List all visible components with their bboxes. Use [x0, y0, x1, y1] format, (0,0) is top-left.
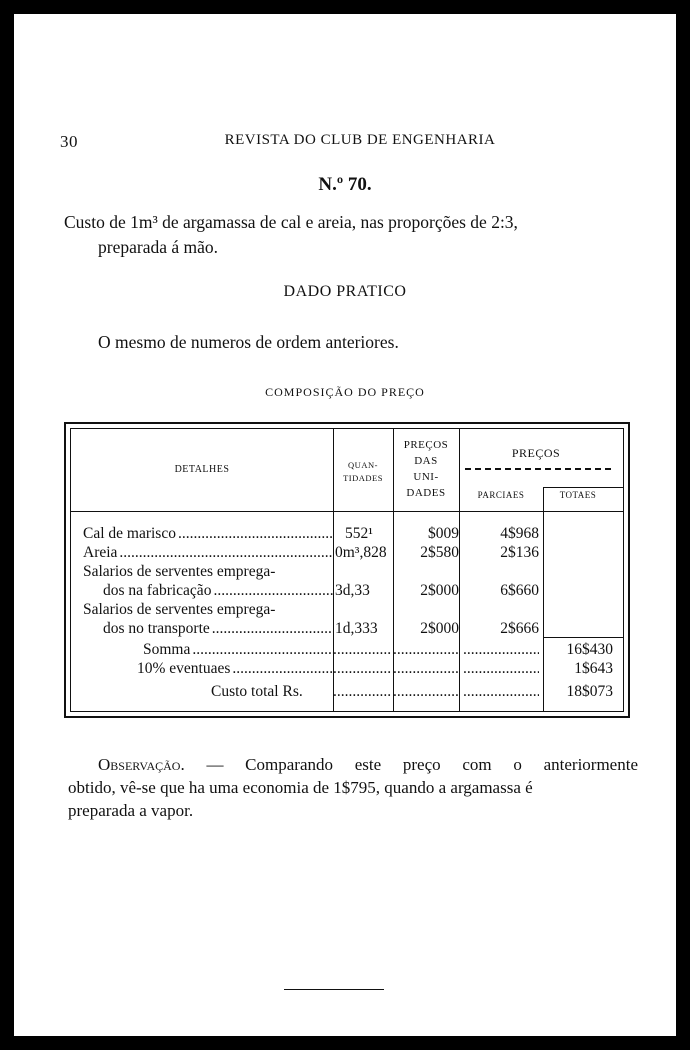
- running-title: REVISTA DO CLUB DE ENGENHARIA: [224, 132, 496, 148]
- table-row: [71, 582, 623, 602]
- row-parcial: 6$660: [500, 582, 539, 599]
- item-number: N.º 70.: [318, 174, 372, 195]
- row-unit-price: 2$000: [420, 620, 459, 637]
- page-header: [60, 132, 640, 152]
- header-precos-unidades: [393, 437, 459, 501]
- totaes-top-rule: [543, 487, 623, 488]
- row-unit-price: 2$580: [420, 544, 459, 561]
- row-qty-dots: [333, 641, 391, 659]
- row-qty-dots: [333, 660, 391, 678]
- book-page: [14, 14, 676, 1036]
- footer-rule: [284, 989, 384, 990]
- table-row: [71, 544, 623, 564]
- header-pu-l4: DADES: [406, 487, 446, 499]
- table-row: [71, 525, 623, 545]
- header-detalhes: DETALHES: [174, 464, 230, 475]
- row-desc: [143, 641, 333, 659]
- row-desc: [83, 525, 333, 543]
- section-title: DADO PRATICO: [283, 283, 407, 300]
- intro-line-2: preparada á mão.: [98, 237, 218, 257]
- header-parciaes: PARCIAES: [477, 490, 525, 500]
- row-desc-text: 10% eventuaes: [137, 660, 231, 677]
- row-qty: 0m³,828: [335, 544, 387, 561]
- reference-sentence: O mesmo de numeros de ordem anteriores.: [98, 332, 399, 352]
- row-qty: 1d,333: [335, 620, 378, 637]
- row-desc: [103, 582, 333, 600]
- precos-underline: [465, 468, 611, 470]
- header-quantidades-l1: QUAN-: [348, 460, 378, 470]
- row-parcial: 2$666: [500, 620, 539, 637]
- row-desc: [83, 544, 333, 562]
- header-bottom-rule: [71, 511, 623, 512]
- header-pu-l3: UNI-: [413, 471, 439, 483]
- row-total: 16$430: [566, 641, 613, 658]
- intro-paragraph: [64, 210, 639, 260]
- price-table-inner: [70, 428, 624, 712]
- row-unit-dots: [393, 683, 459, 701]
- header-quantidades: [333, 459, 393, 485]
- observation-lead: Observação.: [98, 755, 185, 774]
- table-row: [71, 660, 623, 680]
- row-qty: 552¹: [345, 525, 373, 542]
- row-unit-price: 2$000: [420, 582, 459, 599]
- table-caption: COMPOSIÇÃO DO PREÇO: [265, 385, 425, 399]
- row-desc-text: Cal de marisco: [83, 525, 176, 542]
- header-pu-l1: PREÇOS: [403, 439, 449, 451]
- row-parcial-dots: [463, 683, 539, 701]
- row-qty-dots: [333, 683, 391, 701]
- header-pu-l2: DAS: [414, 455, 438, 467]
- page-number: 30: [60, 132, 78, 151]
- row-desc: Salarios de serventes emprega-: [83, 563, 276, 580]
- row-total: 18$073: [566, 683, 613, 700]
- row-desc-text: Somma: [143, 641, 191, 658]
- row-desc-text: dos na fabricação: [103, 582, 212, 599]
- row-unit-dots: [393, 641, 459, 659]
- row-total: 1$643: [574, 660, 613, 677]
- row-desc: Custo total Rs.: [211, 683, 303, 700]
- row-parcial-dots: [463, 660, 539, 678]
- observation-line-2: obtido, vê-se que ha uma economia de 1$795, quando a argamassa é: [68, 778, 533, 797]
- observation-line-1-text: — Comparando este preço com o anteriormente: [206, 755, 638, 774]
- observation-paragraph: [68, 753, 638, 822]
- header-quantidades-l2: TIDADES: [343, 473, 383, 483]
- row-parcial: 2$136: [500, 544, 539, 561]
- observation-line-3: preparada a vapor.: [68, 801, 194, 820]
- table-row: [71, 601, 623, 621]
- header-totaes: TOTAES: [559, 490, 597, 500]
- row-desc-text: Areia: [83, 544, 118, 561]
- price-table: [64, 422, 630, 718]
- row-desc: [137, 660, 333, 678]
- table-row: [71, 641, 623, 661]
- table-row: [71, 620, 623, 640]
- table-row: [71, 563, 623, 583]
- observation-line-1: [68, 753, 638, 776]
- row-parcial: 4$968: [500, 525, 539, 542]
- intro-line-1: Custo de 1m³ de argamassa de cal e areia, nas proporções de 2:3,: [64, 212, 518, 232]
- row-unit-price: $009: [428, 525, 459, 542]
- row-parcial-dots: [463, 641, 539, 659]
- row-unit-dots: [393, 660, 459, 678]
- row-desc-text: dos no transporte: [103, 620, 210, 637]
- row-desc: Salarios de serventes emprega-: [83, 601, 276, 618]
- row-desc: [103, 620, 333, 638]
- header-precos: PREÇOS: [511, 446, 561, 460]
- table-row-total: [71, 683, 623, 703]
- row-qty: 3d,33: [335, 582, 370, 599]
